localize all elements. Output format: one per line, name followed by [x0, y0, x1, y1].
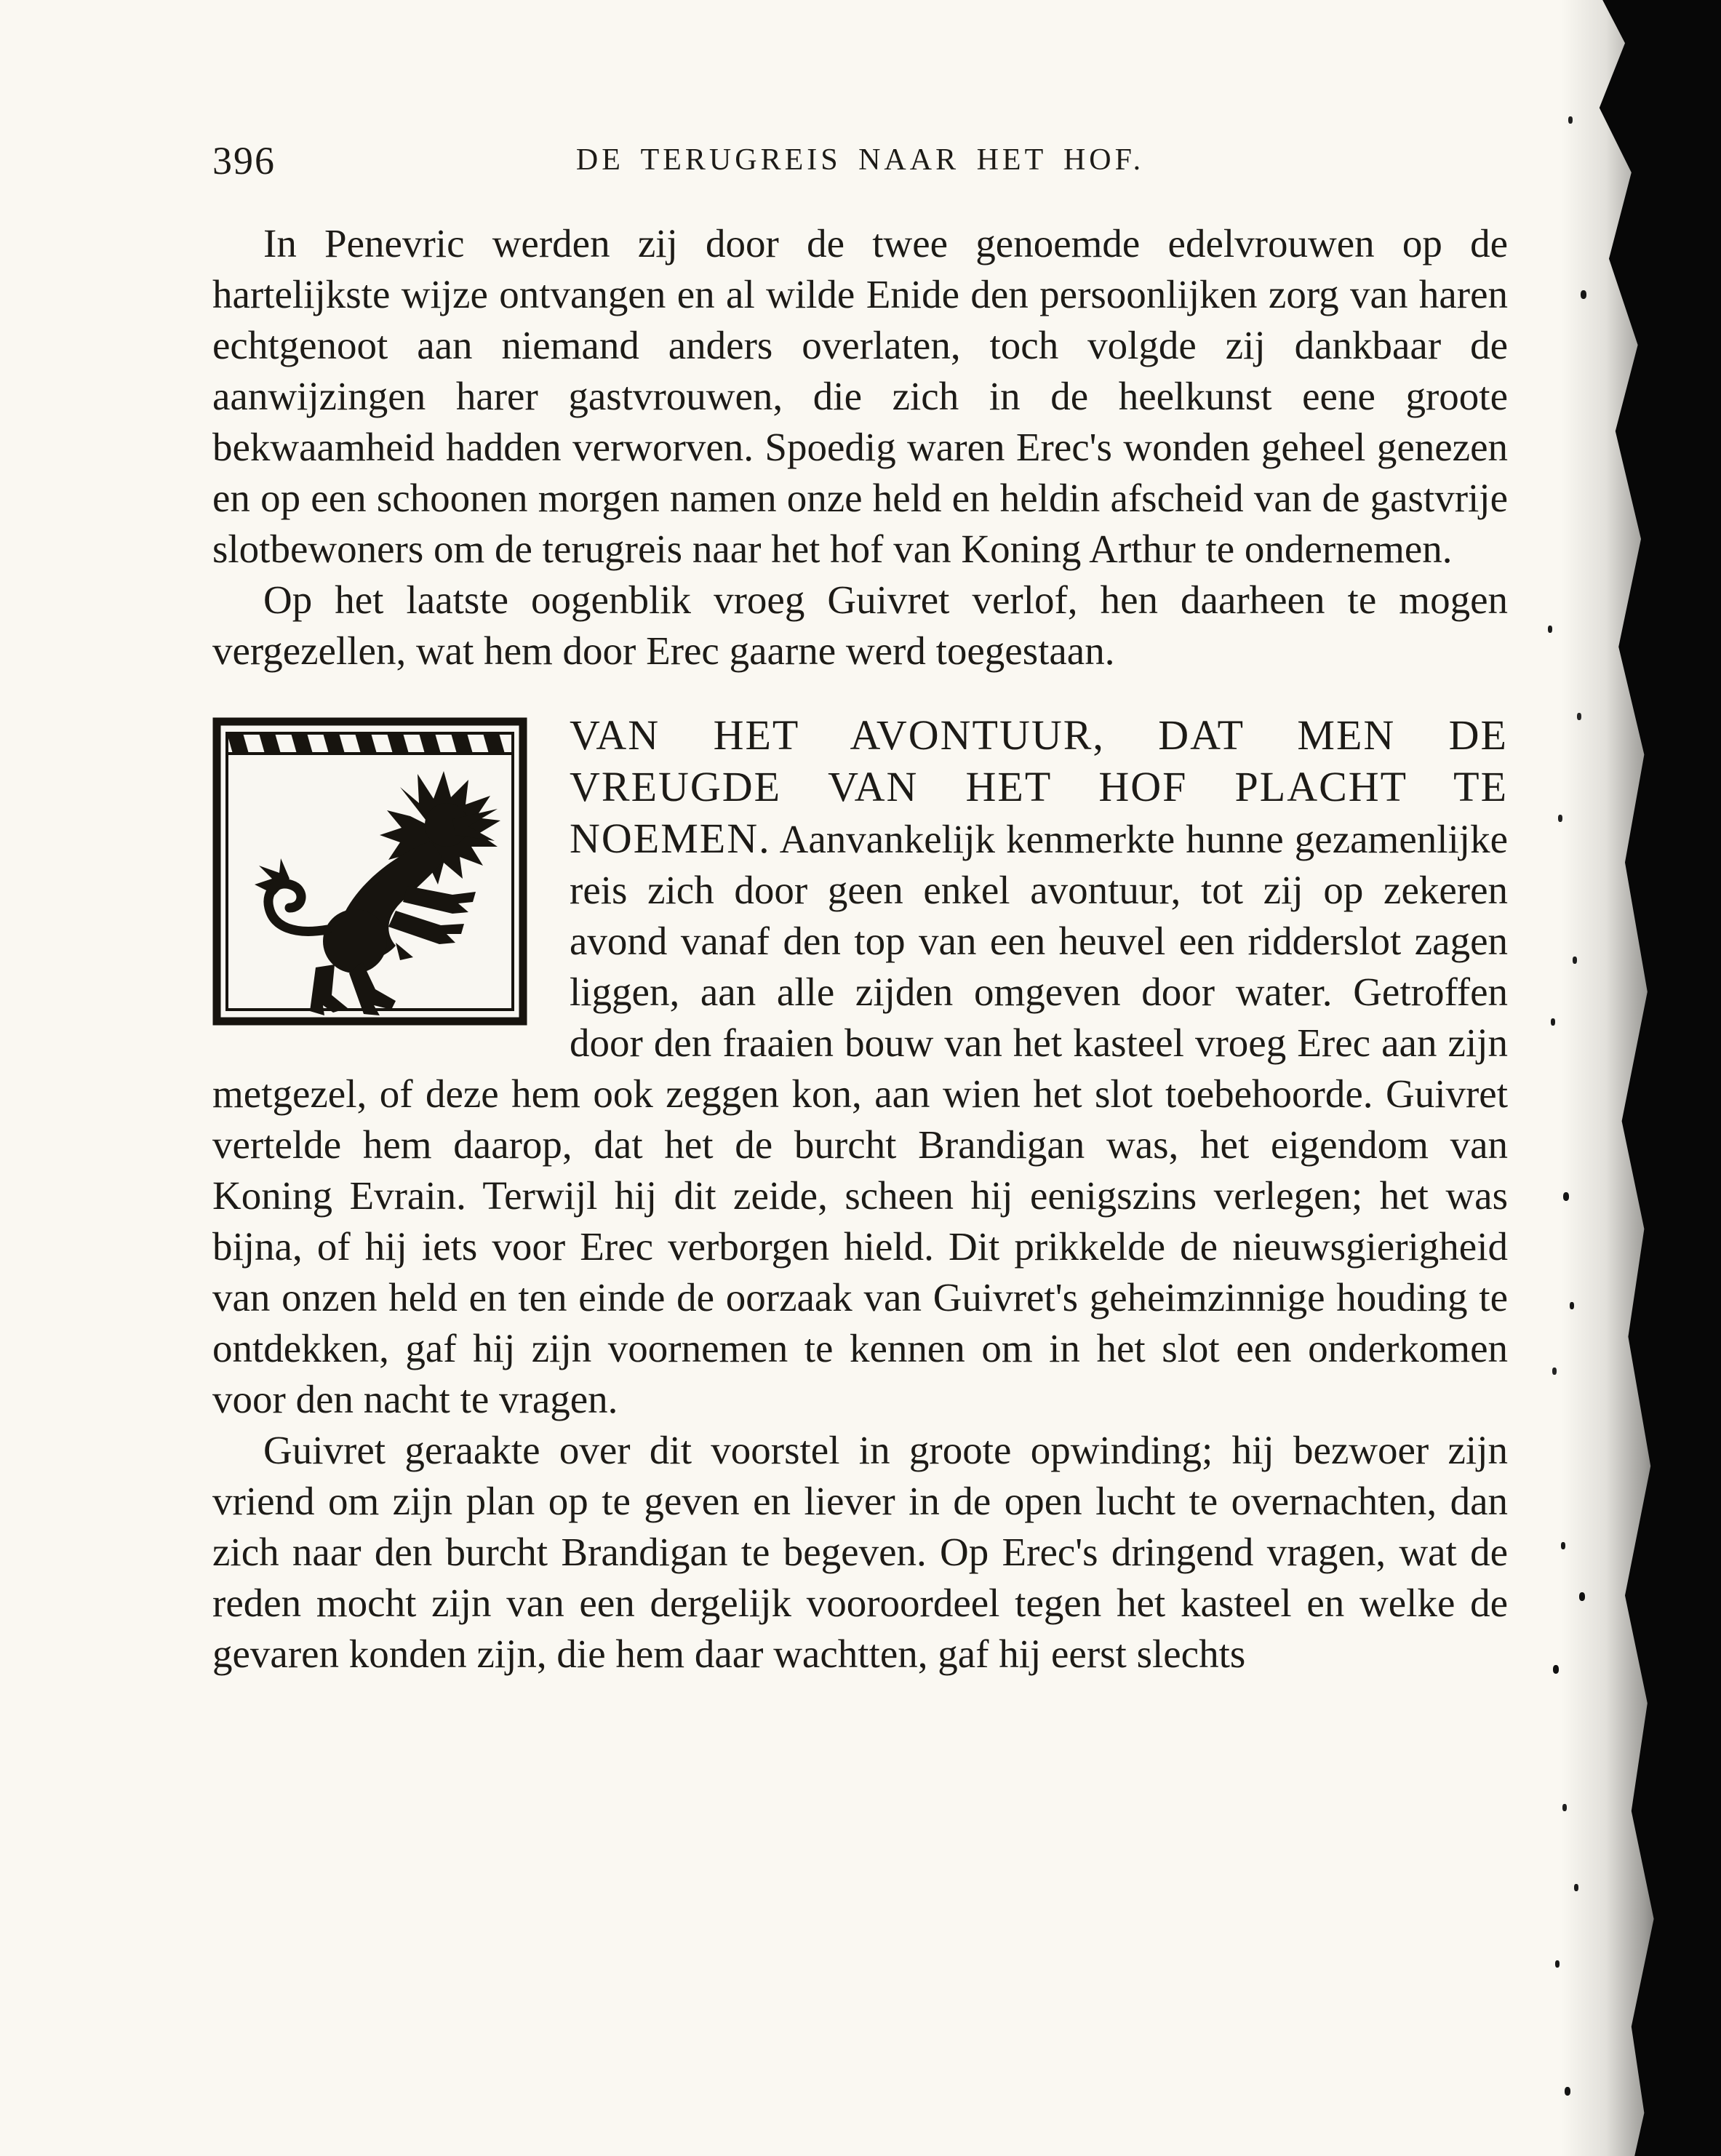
paragraph-4: Guivret geraakte over dit voorstel in groote opwinding; hij bezwoer zijn vriend om zijn plan op te geven en liever in de open lucht te overnachten, dan zich naar den burcht Brandigan te begeven. Op Erec's dringend vragen, wat de reden mocht zijn van een dergelijk vooroordeel tegen het kasteel en welke de gevaren konden zijn, die hem daar wachtten, gaf hij eerst slechts: [212, 1428, 1508, 1676]
scan-speckles: [1548, 626, 1552, 633]
page-number: 396: [212, 139, 276, 183]
woodcut-lion-icon: [212, 717, 527, 1026]
page-body: [212, 218, 1508, 1680]
scan-shadow-core: [1561, 0, 1721, 2156]
running-header: DE TERUGREIS NAAR HET HOF.: [575, 143, 1145, 177]
scan-gutter-shadow: [1561, 0, 1721, 2156]
paragraph-3-text: Aanvankelijk kenmerkte hunne gezamenlijke reis zich door geen enkel avontuur, tot zij op zekeren avond vanaf den top van een heuvel een ridderslot zagen liggen, aan alle zijden omgeven door water. Getroffen door den fraaien bouw van het kasteel vroeg Erec aan zijn metgezel, of deze hem ook zeggen kon, aan wien het slot toebehoorde. Guivret vertelde hem daarop, dat het de burcht Brandigan was, het eigendom van Koning Evrain. Terwijl hij dit zeide, scheen hij eenigszins verlegen; het was bijna, of hij iets voor Erec verborgen hield. Dit prikkelde de nieuwsgierigheid van onzen held en ten einde de oorzaak van Guivret's geheimzinnige houding te ontdekken, gaf hij zijn voornemen te kennen om in het slot een onderkomen voor den nacht te vragen.: [212, 817, 1508, 1421]
page-header: [212, 137, 1508, 188]
paragraph-2: Op het laatste oogenblik vroeg Guivret verlof, hen daarheen te mogen vergezellen, wat hem door Erec gaarne werd toegestaan.: [212, 578, 1508, 673]
chapter-section: [212, 710, 1508, 1680]
scan-shadow-fade: [1561, 0, 1721, 2156]
section-heading: VAN HET AVONTUUR, DAT MEN DE VREUGDE VAN HET HOF PLACHT TE NOEMEN.: [570, 711, 1508, 862]
woodcut-lion-illustration: [212, 717, 527, 1026]
paragraph-1: In Penevric werden zij door de twee genoemde edelvrouwen op de hartelijkste wijze ontvangen en al wilde Enide den persoonlijken zorg van haren echtgenoot aan niemand anders overlaten, toch volgde zij dankbaar de aanwijzingen harer gastvrouwen, die zich in de heelkunst eene groote bekwaamheid hadden verworven. Spoedig waren Erec's wonden geheel genezen en op een schoonen morgen namen onze held en heldin afscheid van de gastvrije slotbewoners om de terugreis naar het hof van Koning Arthur te ondernemen.: [212, 221, 1508, 571]
